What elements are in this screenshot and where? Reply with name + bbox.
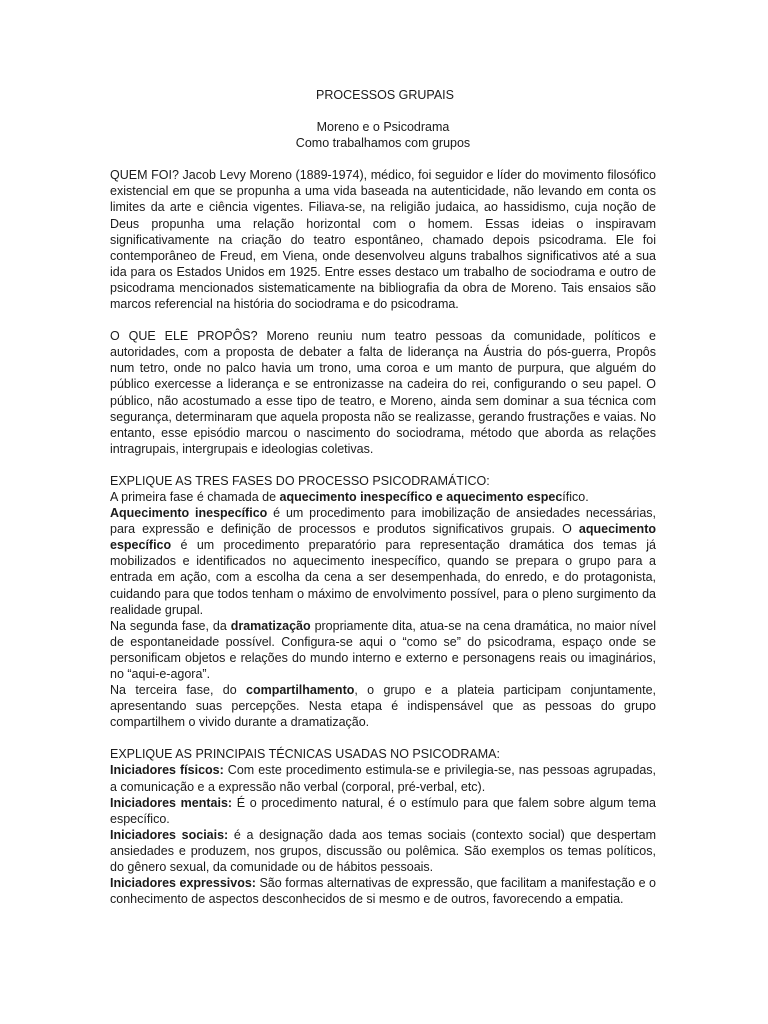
- section-tres-fases-heading: EXPLIQUE AS TRES FASES DO PROCESSO PSICODRAMÁTICO:: [110, 473, 490, 488]
- bold-term: aquecimento inespecífico e aquecimento espec: [279, 489, 563, 504]
- technique-iniciadores-expressivos: [110, 875, 656, 907]
- document-title: PROCESSOS GRUPAIS: [316, 88, 454, 102]
- bold-term: dramatização: [230, 618, 311, 633]
- text-run: ífico.: [562, 489, 589, 504]
- section-segunda-fase: [110, 618, 656, 682]
- document-subtitle-2: Como trabalhamos com grupos: [295, 136, 471, 151]
- paragraph-gap: [110, 312, 656, 328]
- section-quem-foi: QUEM FOI? Jacob Levy Moreno (1889-1974), médico, foi seguidor e líder do movimento filosófico existencial em que se propunha a uma vida baseada na autenticidade, não levando em conta os limites da arte e ciência vigentes. Filiava-se, na religião judaica, ao hassidismo, cuja noção de Deus propunha uma relação horizontal com o homem. Essas ideias o inspiravam significativamente na criação do teatro espontâneo, chamado depois psicodrama. Ele foi contemporâneo de Freud, em Viena, onde desenvolveu alguns trabalhos significativos até a sua ida para os Estados Unidos em 1925. Entre esses destaco um trabalho de sociodrama e outro de psicodrama mencionados sistematicamente na bibliografia da obra de Moreno. Tais ensaios são marcos referencial na história do sociodrama e do psicodrama.: [110, 168, 656, 312]
- technique-iniciadores-mentais: [110, 795, 656, 827]
- text-run: é a designação dada aos temas sociais (contexto social) que despertam ansiedades e produzem, nos grupos, discussão ou polêmica. São exemplos os temas políticos, do gênero sexual, da comunidade ou de hábitos pessoais.: [110, 827, 656, 875]
- bold-term: Iniciadores sociais:: [110, 827, 229, 842]
- paragraph-gap: [110, 730, 656, 746]
- section-o-que-ele-propos: O QUE ELE PROPÔS? Moreno reuniu num teatro pessoas da comunidade, políticos e autoridades, com a proposta de debater a falta de liderança na Áustria do pós-guerra, Propôs num tetro, onde no palco havia um trono, uma coroa e um manto de purpura, que alguém do público exercesse a liderança e se entronizasse na cadeira do rei, configurando o seu papel. O público, não acostumado a esse tipo de teatro, e Moreno, ainda sem dominar a sua técnica com segurança, determinaram que aquela proposta não se realizasse, gerando frustrações e vaias. No entanto, esse episódio marcou o nascimento do sociodrama, método que aborda as relações intragrupais, intergrupais e ideologias coletivas.: [110, 329, 656, 456]
- technique-iniciadores-fisicos: [110, 762, 656, 794]
- bold-term: Iniciadores expressivos:: [110, 876, 256, 891]
- section-terceira-fase: [110, 682, 656, 730]
- section-primeira-fase: [110, 489, 656, 505]
- technique-iniciadores-sociais: [110, 827, 656, 875]
- document-subtitle: Moreno e o Psicodrama: [316, 120, 450, 135]
- bold-term: compartilhamento: [246, 683, 355, 698]
- text-run: A primeira fase é chamada de: [110, 489, 280, 504]
- bold-term: Aquecimento inespecífico: [110, 506, 268, 521]
- text-run: , o grupo e a plateia participam conjuntamente, apresentando suas percepções. Nesta etapa é indispensável que as pessoas do grupo compartilhem o vivido durante a dramatização.: [110, 683, 656, 730]
- text-run: Na segunda fase, da: [110, 618, 231, 633]
- bold-term: Iniciadores mentais:: [110, 795, 233, 810]
- text-run: São formas alternativas de expressão, que facilitam a manifestação e o conhecimento de aspectos desconhecidos de si mesmo e de outros, favorecendo a empatia.: [110, 876, 656, 907]
- bold-term: aquecimento específico: [110, 522, 656, 553]
- bold-term: Iniciadores físicos:: [110, 763, 224, 778]
- paragraph-gap: [110, 457, 656, 473]
- text-run: Na terceira fase, do: [110, 683, 247, 698]
- section-aquecimento: [110, 505, 656, 618]
- text-run: propriamente dita, atua-se na cena dramática, no maior nível de espontaneidade possível. Configura-se aqui o “como se” do psicodrama, espaço onde se personificam objetos e relações do mundo interno e externo e personagens reais ou imaginários, no “aqui-e-agora”.: [110, 618, 656, 681]
- section-tecnicas-heading: EXPLIQUE AS PRINCIPAIS TÉCNICAS USADAS NO PSICODRAMA:: [110, 747, 500, 762]
- text-run: é um procedimento preparatório para representação dramática dos temas já mobilizados e identificados no aquecimento inespecífico, quando se prepara o grupo para a entrada em ação, com a escolha da cena a ser desempenhada, do enredo, e do protagonista, cuidando para que todos tenham o máximo de envolvimento possível, para o pleno surgimento da realidade grupal.: [110, 538, 656, 617]
- text-run: Com este procedimento estimula-se e privilegia-se, nas pessoas agrupadas, a comunicação e a expressão não verbal (corporal, pré-verbal, etc).: [110, 763, 656, 794]
- text-run: É o procedimento natural, é o estímulo para que falem sobre algum tema específico.: [110, 795, 656, 826]
- text-run: é um procedimento para imobilização de ansiedades necessárias, para expressão e definição de processos e produtos significativos grupais. O: [110, 506, 656, 537]
